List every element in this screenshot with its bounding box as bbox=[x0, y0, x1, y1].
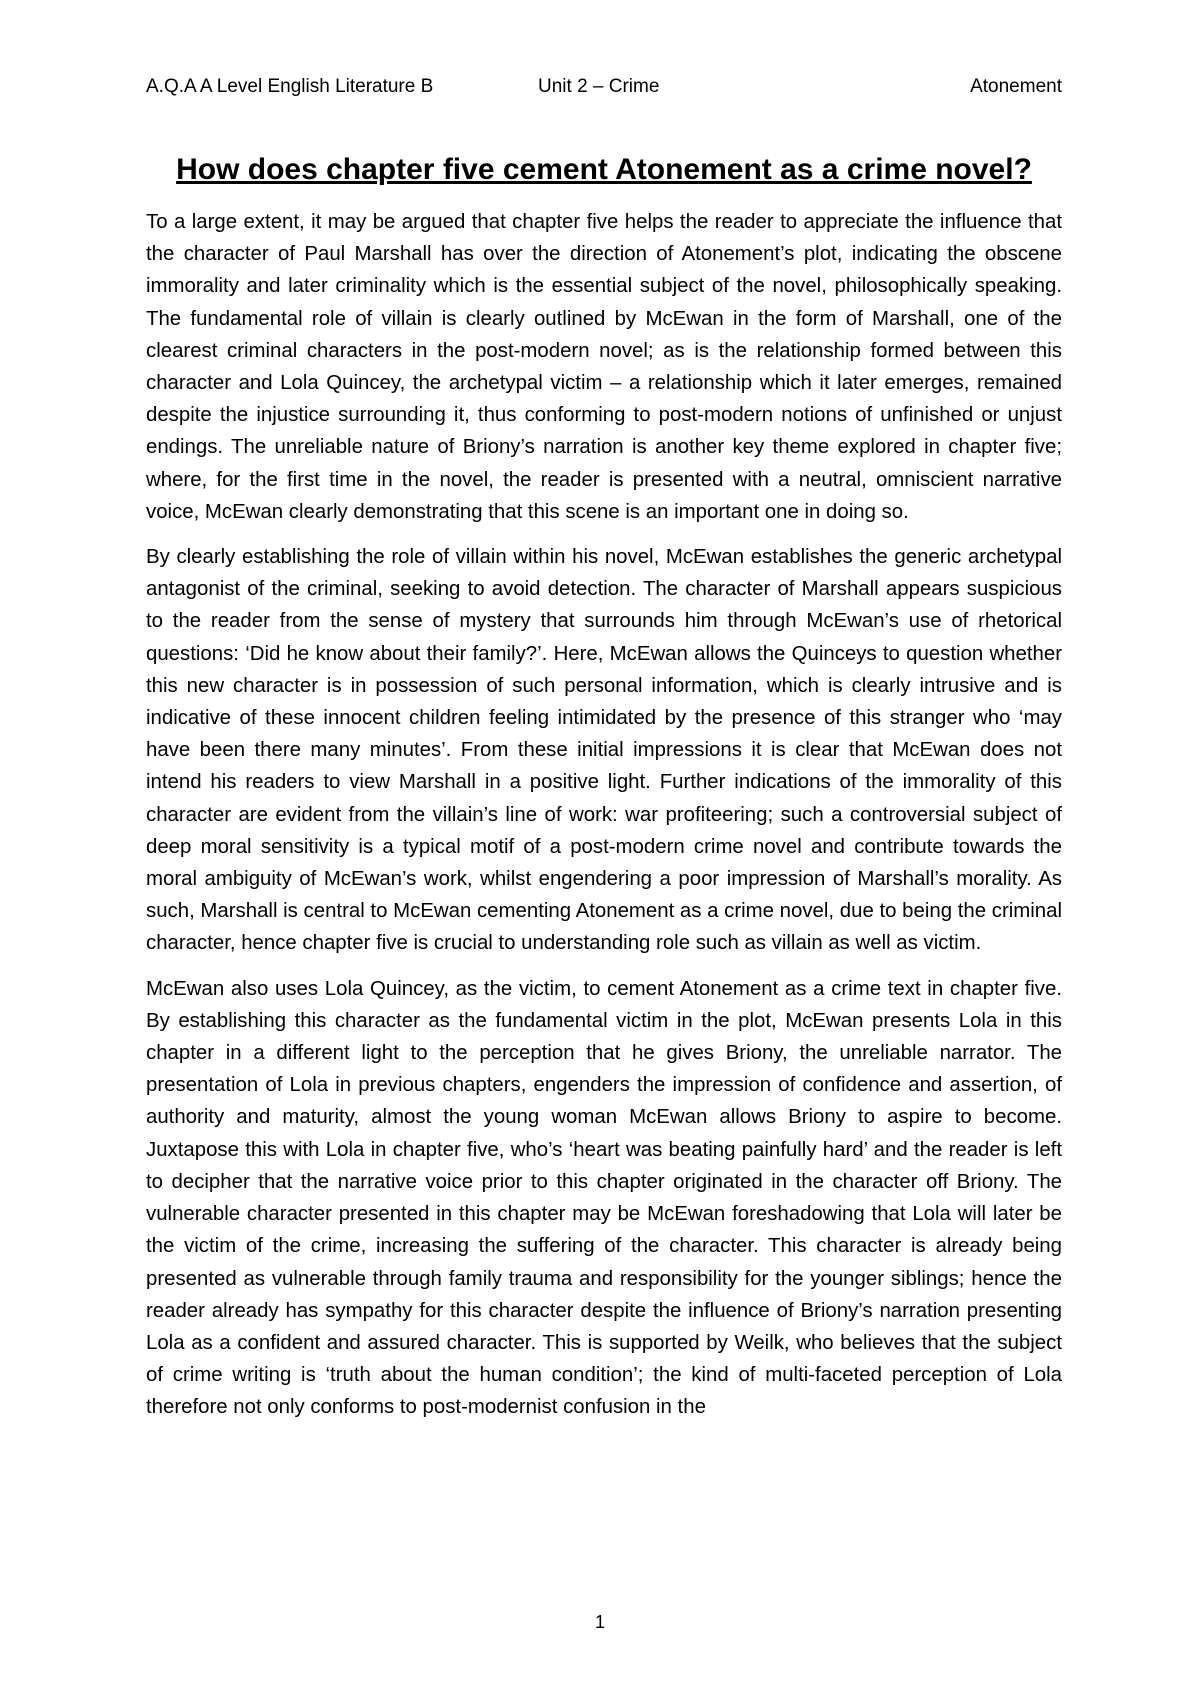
essay-title: How does chapter five cement Atonement as a crime novel? bbox=[176, 153, 1032, 186]
page-number: 1 bbox=[594, 1612, 605, 1632]
paragraph-2: By clearly establishing the role of villain within his novel, McEwan establishes the generic archetypal antagonist of the criminal, seeking to avoid detection. The character of Marshall appears suspicious to the reader from the sense of mystery that surrounds him through McEwan’s use of rhetorical questions: ‘Did he know about their family?’. Here, McEwan allows the Quinceys to question whether this new character is in possession of such personal information, which is clearly intrusive and is indicative of these innocent children feeling intimidated by the presence of this stranger who ‘may have been there many minutes’. From these initial impressions it is clear that McEwan does not intend his readers to view Marshall in a positive light. Further indications of the immorality of this character are evident from the villain’s line of work: war profiteering; such a controversial subject of deep moral sensitivity is a typical motif of a post-modern crime novel and contribute towards the moral ambiguity of McEwan’s work, whilst engendering a poor impression of Marshall’s morality. As such, Marshall is central to McEwan cementing Atonement as a crime novel, due to being the criminal character, hence chapter five is crucial to understanding role such as villain as well as victim. bbox=[146, 546, 1062, 955]
header-course: A.Q.A A Level English Literature B bbox=[146, 76, 434, 97]
essay-body bbox=[146, 206, 1062, 1437]
header-text-title: Atonement bbox=[970, 76, 1062, 97]
page-header bbox=[146, 74, 1062, 100]
header-unit: Unit 2 – Crime bbox=[538, 76, 660, 97]
page-footer bbox=[0, 1610, 1200, 1634]
paragraph-3: McEwan also uses Lola Quincey, as the victim, to cement Atonement as a crime text in chapter five. By establishing this character as the fundamental victim in the plot, McEwan presents Lola in this chapter in a different light to the perception that he gives Briony, the unreliable narrator. The presentation of Lola in previous chapters, engenders the impression of confidence and assertion, of authority and maturity, almost the young woman McEwan allows Briony to aspire to become. Juxtapose this with Lola in chapter five, who’s ‘heart was beating painfully hard’ and the reader is left to decipher that the narrative voice prior to this chapter originated in the character off Briony. The vulnerable character presented in this chapter may be McEwan foreshadowing that Lola will later be the victim of the crime, increasing the suffering of the character. This character is already being presented as vulnerable through family trauma and responsibility for the younger siblings; hence the reader already has sympathy for this character despite the influence of Briony’s narration presenting Lola as a confident and assured character. This is supported by Weilk, who believes that the subject of crime writing is ‘truth about the human condition’; the kind of multi-faceted perception of Lola therefore not only conforms to post-modernist confusion in the bbox=[146, 977, 1062, 1419]
paragraph-1: To a large extent, it may be argued that chapter five helps the reader to appreciate the influence that the character of Paul Marshall has over the direction of Atonement’s plot, indicating the obscene immorality and later criminality which is the essential subject of the novel, philosophically speaking. The fundamental role of villain is clearly outlined by McEwan in the form of Marshall, one of the clearest criminal characters in the post-modern novel; as is the relationship formed between this character and Lola Quincey, the archetypal victim – a relationship which it later emerges, remained despite the injustice surrounding it, thus conforming to post-modern notions of unfinished or unjust endings. The unreliable nature of Briony’s narration is another key theme explored in chapter five; where, for the first time in the novel, the reader is presented with a neutral, omniscient narrative voice, McEwan clearly demonstrating that this scene is an important one in doing so. bbox=[146, 211, 1062, 523]
